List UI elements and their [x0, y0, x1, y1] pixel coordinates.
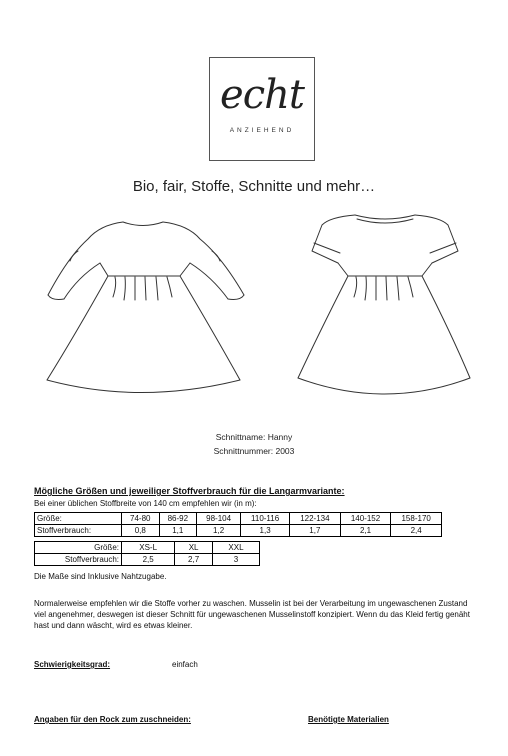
table-row-sizes: [35, 513, 442, 525]
row-label: Größe:: [35, 513, 122, 525]
skirt-cut-heading: Angaben für den Rock zum zuschneiden:: [34, 715, 191, 724]
table-cell: 140-152: [340, 513, 391, 525]
table-cell: 158-170: [391, 513, 442, 525]
table-cell: 2,7: [175, 554, 213, 566]
pattern-name: Schnittname: Hanny: [215, 432, 293, 442]
table-row-sizes: [35, 542, 260, 554]
size-table-children: [34, 512, 442, 537]
seam-allowance-note: Die Maße sind Inklusive Nahtzugabe.: [34, 572, 167, 581]
washing-paragraph: Normalerweise empfehlen wir die Stoffe vorher zu waschen. Musselin ist bei der Verarbeitung im ungewaschenen Zustand viel angenehmer, deswegen ist dieser Schnitt für ungewaschenen Musselinstoff konzipiert. Wenn du das Kleid fertig genäht hast und dann wäscht, wird es etwas kleiner.: [34, 599, 470, 630]
row-label: Stoffverbrauch:: [35, 525, 122, 537]
sizes-section-subtitle: Bei einer üblichen Stoffbreite von 140 cm empfehlen wir (in m):: [34, 499, 257, 508]
logo-subtitle: ANZIEHEND: [229, 127, 295, 134]
table-cell: 98-104: [197, 513, 241, 525]
table-cell: 110-116: [241, 513, 290, 525]
table-cell: 2,5: [122, 554, 175, 566]
table-cell: 1,2: [197, 525, 241, 537]
table-cell: 1,3: [241, 525, 290, 537]
short-sleeve-dress-drawing: [298, 215, 470, 394]
difficulty-label: Schwierigkeitsgrad:: [34, 660, 111, 669]
table-cell: XL: [175, 542, 213, 554]
table-cell: 86-92: [159, 513, 197, 525]
table-cell: 122-134: [290, 513, 341, 525]
table-row-usage: [35, 554, 260, 566]
difficulty-value: einfach: [172, 660, 198, 669]
sizes-section-title: Mögliche Größen und jeweiliger Stoffverbrauch für die Langarmvariante:: [34, 486, 345, 496]
row-label: Stoffverbrauch:: [35, 554, 122, 566]
pattern-number: Schnittnummer: 2003: [213, 446, 295, 456]
long-sleeve-dress-drawing: [47, 222, 244, 393]
table-cell: 74-80: [122, 513, 160, 525]
table-cell: XXL: [212, 542, 259, 554]
table-row-usage: [35, 525, 442, 537]
logo-script-text: echt: [220, 72, 304, 118]
dress-illustrations: [0, 205, 508, 415]
table-cell: 1,7: [290, 525, 341, 537]
size-table-adults: [34, 541, 260, 566]
row-label: Größe:: [35, 542, 122, 554]
tagline: Bio, fair, Stoffe, Schnitte und mehr…: [132, 178, 376, 195]
materials-heading: Benötigte Materialien: [308, 715, 389, 724]
brand-logo: [209, 57, 315, 161]
table-cell: 2,4: [391, 525, 442, 537]
table-cell: 0,8: [122, 525, 160, 537]
table-cell: 2,1: [340, 525, 391, 537]
table-cell: 1,1: [159, 525, 197, 537]
table-cell: XS-L: [122, 542, 175, 554]
table-cell: 3: [212, 554, 259, 566]
